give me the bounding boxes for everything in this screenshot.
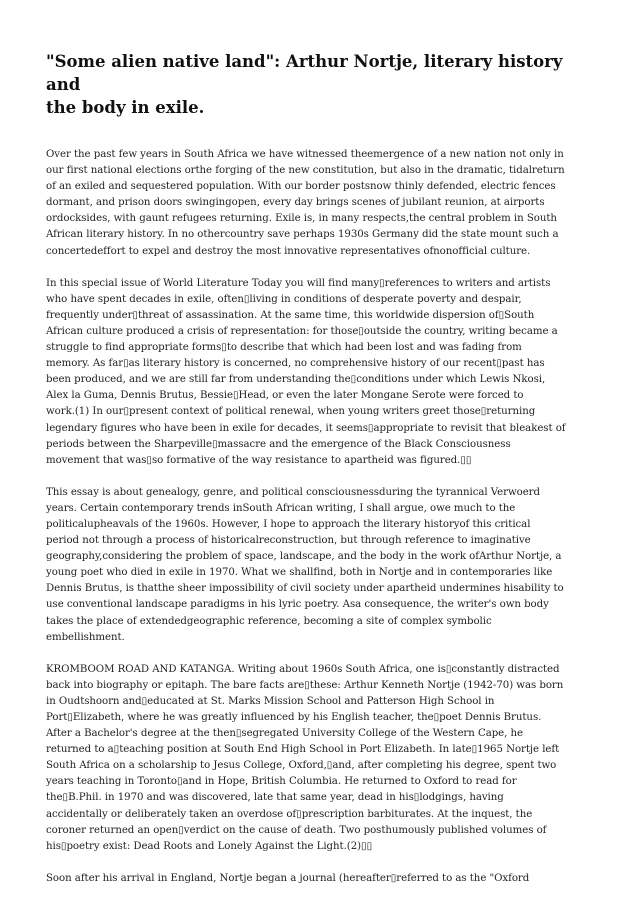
paragraph-line: struggle to find appropriate forms▯to describe that which had been lost and was fading from xyxy=(46,342,522,354)
document-title xyxy=(46,50,598,119)
paragraph-line: legendary figures who have been in exile for decades, it seems▯appropriate to revisit that bleakest of xyxy=(46,422,566,434)
paragraph-line: South Africa on a scholarship to Jesus College, Oxford,▯and, after completing his degree, spent two xyxy=(46,760,557,772)
paragraph-line: This essay is about genealogy, genre, and political consciousnessduring the tyrannical Verwoerd xyxy=(46,486,540,498)
body-paragraph xyxy=(46,662,598,855)
document-body xyxy=(46,147,598,887)
paragraph-line: in Oudtshoorn and▯educated at St. Marks Mission School and Patterson High School in xyxy=(46,695,495,707)
title-line: "Some alien native land": Arthur Nortje, literary history and xyxy=(46,52,563,94)
body-paragraph xyxy=(46,276,598,469)
paragraph-line: politicalupheavals of the 1960s. However, I hope to approach the literary historyof this critical xyxy=(46,518,531,530)
paragraph-line: Soon after his arrival in England, Nortje began a journal (hereafter▯referred to as the "Oxford xyxy=(46,872,530,884)
paragraph-line: back into biography or epitaph. The bare facts are▯these: Arthur Kenneth Nortje (1942-70) was born xyxy=(46,679,564,691)
paragraph-line: Alex la Guma, Dennis Brutus, Bessie▯Head, or even the later Mongane Serote were forced to xyxy=(46,390,524,402)
paragraph-line: work.(1) In our▯present context of political renewal, when young writers greet those▯returning xyxy=(46,406,536,418)
paragraph-line: our first national elections orthe forging of the new constitution, but also in the dramatic, tidalreturn xyxy=(46,165,565,177)
body-paragraph xyxy=(46,147,598,260)
body-paragraph xyxy=(46,871,598,887)
paragraph-line: accidentally or deliberately taken an overdose of▯prescription barbiturates. At the inquest, the xyxy=(46,808,533,820)
paragraph-line: been produced, and we are still far from understanding the▯conditions under which Lewis Nkosi, xyxy=(46,374,546,386)
paragraph-line: movement that was▯so formative of the way resistance to apartheid was figured.▯▯ xyxy=(46,454,472,466)
paragraph-line: takes the place of extendedgeographic reference, becoming a site of complex symbolic xyxy=(46,615,492,627)
paragraph-line: young poet who died in exile in 1970. What we shallfind, both in Nortje and in contemporaries like xyxy=(46,567,553,579)
paragraph-line: years teaching in Toronto▯and in Hope, British Columbia. He returned to Oxford to read for xyxy=(46,776,517,788)
paragraph-line: concertedeffort to expel and destroy the most innovative representatives ofnonofficial culture. xyxy=(46,245,531,257)
paragraph-line: African literary history. In no othercountry save perhaps 1930s Germany did the state mount such a xyxy=(46,229,559,241)
paragraph-line: of an exiled and sequestered population. With our border postsnow thinly defended, electric fences xyxy=(46,181,556,193)
paragraph-line: Dennis Brutus, is thatthe sheer impossibility of civil society under apartheid undermines hisability to xyxy=(46,583,564,595)
paragraph-line: coroner returned an open▯verdict on the cause of death. Two posthumously published volumes of xyxy=(46,824,547,836)
paragraph-line: the▯B.Phil. in 1970 and was discovered, late that same year, dead in his▯lodgings, having xyxy=(46,792,504,804)
paragraph-line: frequently under▯threat of assassination. At the same time, this worldwide dispersion of▯South xyxy=(46,309,535,321)
paragraph-line: years. Certain contemporary trends inSouth African writing, I shall argue, owe much to the xyxy=(46,502,516,514)
paragraph-line: embellishment. xyxy=(46,631,125,643)
paragraph-line: use conventional landscape paradigms in his lyric poetry. Asa consequence, the writer's own body xyxy=(46,599,549,611)
paragraph-line: period not through a process of historicalreconstruction, but through reference to imaginative xyxy=(46,535,531,547)
paragraph-line: KROMBOOM ROAD AND KATANGA. Writing about 1960s South Africa, one is▯constantly distracted xyxy=(46,663,560,675)
paragraph-line: geography,considering the problem of space, landscape, and the body in the work ofArthur Nortje, a xyxy=(46,551,562,563)
paragraph-line: returned to a▯teaching position at South End High School in Port Elizabeth. In late▯1965 Nortje left xyxy=(46,744,560,756)
paragraph-line: ordocksides, with gaunt refugees returning. Exile is, in many respects,the central problem in South xyxy=(46,213,557,225)
body-paragraph xyxy=(46,485,598,646)
paragraph-line: After a Bachelor's degree at the then▯segregated University College of the Western Cape, he xyxy=(46,728,524,740)
title-line: the body in exile. xyxy=(46,98,205,117)
paragraph-line: Port▯Elizabeth, where he was greatly influenced by his English teacher, the▯poet Dennis Brutus. xyxy=(46,712,542,723)
paragraph-line: memory. As far▯as literary history is concerned, no comprehensive history of our recent▯past has xyxy=(46,358,545,370)
paragraph-line: his▯poetry exist: Dead Roots and Lonely Against the Light.(2)▯▯ xyxy=(46,840,373,852)
paragraph-line: Over the past few years in South Africa we have witnessed theemergence of a new nation not only in xyxy=(46,149,564,160)
paragraph-line: In this special issue of World Literature Today you will find many▯references to writers and artists xyxy=(46,277,551,289)
paragraph-line: African culture produced a crisis of representation: for those▯outside the country, writing became a xyxy=(46,325,558,337)
paragraph-line: dormant, and prison doors swingingopen, every day brings scenes of jubilant reunion, at airports xyxy=(46,197,545,209)
paragraph-line: who have spent decades in exile, often▯living in conditions of desperate poverty and despair, xyxy=(46,293,522,305)
paragraph-line: periods between the Sharpeville▯massacre and the emergence of the Black Consciousness xyxy=(46,438,511,450)
